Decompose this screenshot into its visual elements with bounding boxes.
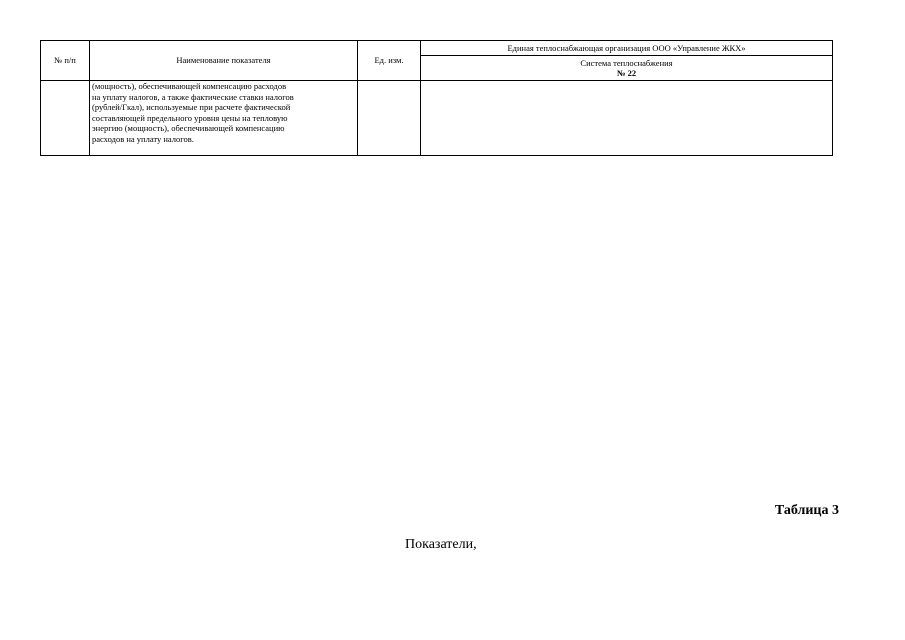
header-name: Наименование показателя — [90, 41, 358, 81]
table-row — [41, 81, 833, 156]
row-num — [41, 81, 90, 156]
header-system-label: Система теплоснабжения — [580, 58, 673, 68]
row-name: (мощность), обеспечивающей компенсацию расходов на уплату налогов, а также фактические ставки налогов (рублей/Гкал), используемые при расчете фактической составляющей предельного уровня цены на тепловую энергию (мощность), обеспечивающей компенсацию расходов на уплату налогов. — [90, 81, 358, 156]
row-unit — [358, 81, 421, 156]
header-system-number: № 22 — [616, 68, 637, 78]
header-organization: Единая теплоснабжающая организация ООО «Управление ЖКХ» — [421, 41, 833, 56]
table-header-row — [41, 41, 833, 56]
header-system — [421, 56, 833, 81]
table-caption: Таблица 3 — [774, 503, 839, 518]
header-num: № п/п — [41, 41, 90, 81]
row-value — [421, 81, 833, 156]
indicators-table — [40, 40, 833, 156]
header-unit: Ед. изм. — [358, 41, 421, 81]
section-title: Показатели, — [405, 537, 477, 552]
